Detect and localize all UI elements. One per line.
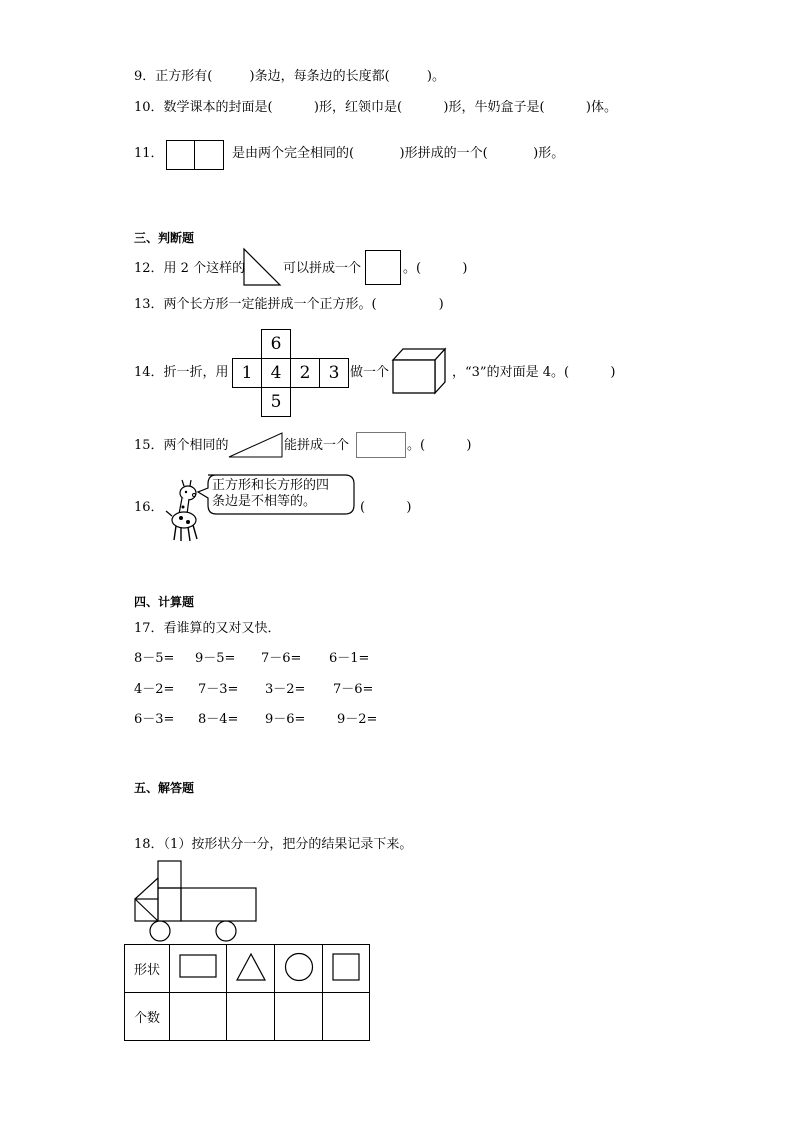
table-row-shape xyxy=(125,945,370,993)
question-15-part-a: 15．两个相同的 xyxy=(134,438,229,453)
cube-icon xyxy=(392,348,446,394)
calc-2-3: 3－2= xyxy=(265,682,306,697)
section-4-title: 四、计算题 xyxy=(134,595,195,609)
shape-count-table xyxy=(124,944,370,1041)
section-3-title: 三、判断题 xyxy=(134,231,195,245)
question-17-title: 17．看谁算的又对又快． xyxy=(134,621,281,636)
right-triangle-icon xyxy=(243,248,281,286)
question-11-number: 11． xyxy=(134,146,164,161)
calc-1-2: 9－5= xyxy=(195,651,236,666)
row-label-shape: 形状 xyxy=(125,945,170,993)
question-10: 10．数学课本的封面是( )形，红领巾是( )形，牛奶盒子是( )体。 xyxy=(134,100,617,115)
question-16-number: 16． xyxy=(134,500,164,515)
question-11-text: 是由两个完全相同的( )形拼成的一个( )形。 xyxy=(232,146,565,161)
bubble-text-line-1: 正方形和长方形的四 xyxy=(212,478,330,493)
circle-icon xyxy=(284,952,314,982)
net-face-3: 3 xyxy=(319,358,349,388)
question-15-part-b: 能拼成一个 xyxy=(284,438,350,453)
count-rectangle[interactable] xyxy=(170,993,227,1041)
q11-square-right xyxy=(194,140,224,170)
row-label-count: 个数 xyxy=(125,993,170,1041)
calc-3-4: 9－2= xyxy=(337,712,378,727)
question-18-title: 18．（1）按形状分一分，把分的结果记录下来。 xyxy=(134,837,413,852)
question-14-part-c: ，“3”的对面是 4。( ) xyxy=(452,365,616,380)
q12-square xyxy=(365,250,401,285)
net-face-2: 2 xyxy=(290,358,320,388)
count-circle[interactable] xyxy=(275,993,323,1041)
question-15-part-c: 。( ) xyxy=(407,438,472,453)
rectangle-icon xyxy=(179,954,217,980)
section-5-title: 五、解答题 xyxy=(134,781,195,795)
calc-1-1: 8－5= xyxy=(134,651,175,666)
calc-1-3: 7－6= xyxy=(261,651,302,666)
square-icon xyxy=(332,953,360,981)
cell-square xyxy=(323,945,370,993)
calc-2-1: 4－2= xyxy=(134,682,175,697)
question-9: 9．正方形有( )条边，每条边的长度都( )。 xyxy=(134,69,445,84)
calc-3-2: 8－4= xyxy=(198,712,239,727)
calc-3-1: 6－3= xyxy=(134,712,175,727)
net-face-6: 6 xyxy=(261,329,291,359)
bubble-text-line-2: 条边是不相等的。 xyxy=(212,494,317,509)
cell-triangle xyxy=(227,945,275,993)
truck-figure xyxy=(134,860,259,942)
question-12-part-a: 12．用 2 个这样的 xyxy=(134,261,246,276)
calc-2-2: 7－3= xyxy=(198,682,239,697)
question-12-part-c: 。( ) xyxy=(403,261,468,276)
q11-square-left xyxy=(166,140,195,170)
count-square[interactable] xyxy=(323,993,370,1041)
net-face-1: 1 xyxy=(232,358,262,388)
question-14-part-a: 14．折一折，用 xyxy=(134,365,229,380)
calc-1-4: 6－1= xyxy=(329,651,370,666)
triangle-icon xyxy=(236,953,266,981)
calc-3-3: 9－6= xyxy=(265,712,306,727)
q15-rectangle xyxy=(356,432,406,458)
net-face-5: 5 xyxy=(261,387,291,417)
question-13: 13．两个长方形一定能拼成一个正方形。( ) xyxy=(134,297,444,312)
cell-circle xyxy=(275,945,323,993)
count-triangle[interactable] xyxy=(227,993,275,1041)
cell-rectangle xyxy=(170,945,227,993)
question-12-part-b: 可以拼成一个 xyxy=(283,261,362,276)
net-face-4: 4 xyxy=(261,358,291,388)
question-14-part-b: 做一个 xyxy=(350,365,390,380)
long-right-triangle-icon xyxy=(228,432,283,458)
table-row-count xyxy=(125,993,370,1041)
question-16-paren: ( ) xyxy=(360,500,412,515)
calc-2-4: 7－6= xyxy=(333,682,374,697)
